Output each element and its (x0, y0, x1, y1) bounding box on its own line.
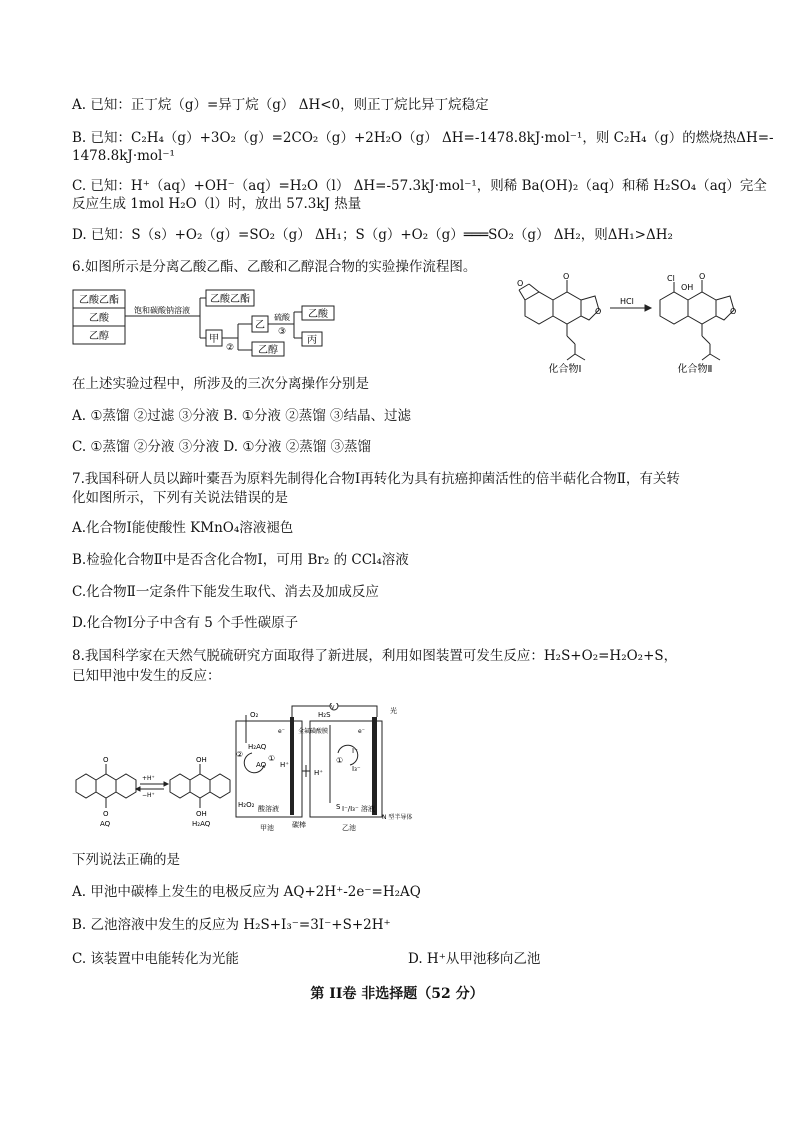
option-b-line-1: B. 已知：C₂H₄（g）+3O₂（g）=2CO₂（g）+2H₂O（g） ΔH=-1478.8kJ·mol⁻¹，则 C₂H₄（g）的燃烧热ΔH=- (72, 130, 774, 146)
question-7-stem-2: 化如图所示，下列有关说法错误的是 (72, 490, 288, 506)
flow-acid-label: 硫酸 (274, 313, 290, 322)
compound1-ketone-o: O (563, 272, 570, 281)
cell-light: 光 (390, 707, 397, 715)
question-8-option-b: B. 乙池溶液中发生的反应为 H₂S+I₃⁻=3I⁻+S+2H⁺ (72, 917, 391, 933)
plus-h-label: +H⁺ (142, 775, 155, 782)
cell-carbon-rod: 碳棒 (292, 821, 306, 829)
question-7-option-d: D.化合物Ⅰ分子中含有 5 个手性碳原子 (72, 615, 299, 631)
compound2-ketone-o: O (699, 272, 706, 281)
question-7-stem-1: 7.我国科研人员以蹄叶橐吾为原料先制得化合物Ⅰ再转化为具有抗癌抑菌活性的倍半萜化合物Ⅱ，有关转 (72, 471, 680, 487)
cell-yi-label: 乙池 (342, 824, 356, 832)
question-8-option-d: D. H⁺从甲池移向乙池 (408, 951, 541, 967)
cell-membrane: 全氟磺酸膜 (298, 728, 329, 735)
question-7-option-b: B.检验化合物Ⅱ中是否含化合物Ⅰ，可用 Br₂ 的 CCl₄溶液 (72, 552, 409, 568)
question-8-stem-1: 8.我国科学家在天然气脱硫研究方面取得了新进展，利用如图装置可发生反应：H₂S+O₂=H₂O₂+S， (72, 648, 678, 664)
option-d-line: D. 已知：S（s）+O₂（g）=SO₂（g） ΔH₁；S（g）+O₂（g）═══SO₂（g） ΔH₂，则ΔH₁>ΔH₂ (72, 227, 673, 243)
cell-e-right: e⁻ (358, 728, 365, 735)
compound-conversion-figure (515, 270, 745, 375)
cell-jia-label: 甲池 (260, 824, 274, 832)
compound1-label: 化合物Ⅰ (548, 364, 582, 375)
minus-h-label: −H⁺ (142, 792, 155, 799)
flow-mixture-acid: 乙酸 (89, 313, 109, 324)
cell-h2aq: H₂AQ (248, 743, 267, 751)
question-8-subquestion: 下列说法正确的是 (72, 852, 180, 868)
cell-h2o2: H₂O₂ (238, 801, 255, 809)
option-a-line: A. 已知：正丁烷（g）=异丁烷（g） ΔH<0，则正丁烷比异丁烷稳定 (72, 97, 489, 113)
cell-s: S (336, 803, 341, 811)
cell-i3-minus: I₃⁻ (352, 765, 361, 773)
question-6-subquestion: 在上述实验过程中，所涉及的三次分离操作分别是 (72, 376, 369, 392)
separation-flowchart (72, 288, 342, 358)
option-c-line-2: 反应生成 1mol H₂O（l）时，放出 57.3kJ 热量 (72, 196, 362, 212)
question-8-option-a: A. 甲池中碳棒上发生的电极反应为 AQ+2H⁺-2e⁻=H₂AQ (72, 884, 421, 900)
option-b-line-2: 1478.8kJ·mol⁻¹ (72, 148, 175, 164)
electrochemical-cell-diagram (232, 703, 442, 833)
question-7-option-a: A.化合物Ⅰ能使酸性 KMnO₄溶液褪色 (72, 520, 294, 536)
section-title: 第 II卷 非选择题（52 分） (310, 986, 484, 1002)
aq-label: AQ (100, 820, 111, 828)
flow-top-product: 乙酸乙酯 (210, 294, 250, 305)
cell-semiconductor: N 型半导体 (382, 814, 413, 821)
flow-reagent-label: 饱和碳酸钠溶液 (134, 306, 190, 315)
flow-step-3: ③ (277, 327, 287, 337)
cell-h-plus-right: H⁺ (314, 769, 323, 777)
flow-mixture-ethanol: 乙醇 (89, 331, 109, 342)
cell-h2s: H₂S (318, 711, 331, 719)
compound2-label: 化合物Ⅱ (677, 364, 713, 375)
cell-voltmeter: V (331, 705, 335, 711)
h2aq-top-oh: OH (196, 756, 207, 764)
cell-e-left: e⁻ (278, 728, 285, 735)
flow-ethanol: 乙醇 (258, 345, 278, 356)
cell-step-2: ② (236, 750, 244, 759)
cell-i-i3-solution: I⁻/I₃⁻ 溶液 (342, 805, 375, 813)
option-c-line-1: C. 已知：H⁺（aq）+OH⁻（aq）=H₂O（l） ΔH=-57.3kJ·mol⁻¹，则稀 Ba(OH)₂（aq）和稀 H₂SO₄（aq）完全 (72, 178, 767, 194)
compound2-cl: Cl (667, 274, 675, 283)
compound2-furan-o: O (730, 307, 737, 316)
h2aq-bottom-oh: OH (196, 810, 207, 818)
h2aq-label: H₂AQ (192, 820, 211, 828)
cell-aq: AQ (256, 761, 267, 769)
question-8-stem-2: 已知甲池中发生的反应： (72, 668, 221, 684)
flow-acetic-acid: 乙酸 (308, 309, 328, 320)
question-7-option-c: C.化合物Ⅱ一定条件下能发生取代、消去及加成反应 (72, 584, 379, 600)
flow-yi: 乙 (255, 320, 265, 331)
flow-jia: 甲 (209, 334, 219, 345)
question-6-options-cd: C. ①蒸馏 ②分液 ③分液 D. ①分液 ②蒸馏 ③蒸馏 (72, 439, 372, 455)
cell-o2: O₂ (250, 711, 259, 719)
flow-bing: 丙 (307, 335, 317, 346)
compound1-epoxide-o: O (517, 279, 524, 288)
cell-i-minus: I⁻ (352, 747, 358, 755)
compound2-oh: OH (681, 283, 694, 292)
aq-h2aq-equilibrium (72, 750, 232, 830)
flow-mixture-ester: 乙酸乙酯 (79, 295, 119, 306)
cell-acid-solution: 酸溶液 (258, 805, 279, 813)
hcl-reagent: HCl (620, 297, 634, 306)
aq-bottom-o: O (103, 810, 109, 818)
compound1-furan-o: O (595, 307, 602, 316)
aq-top-o: O (103, 756, 109, 764)
question-6-stem: 6.如图所示是分离乙酸乙酯、乙酸和乙醇混合物的实验操作流程图。 (72, 259, 477, 275)
flow-step-2: ② (225, 343, 235, 353)
question-6-options-ab: A. ①蒸馏 ②过滤 ③分液 B. ①分液 ②蒸馏 ③结晶、过滤 (72, 408, 411, 424)
question-8-option-c: C. 该装置中电能转化为光能 (72, 951, 239, 967)
cell-step-1-right: ① (336, 756, 344, 765)
cell-step-1-left: ① (268, 754, 276, 763)
cell-h-plus-left: H⁺ (280, 761, 289, 769)
